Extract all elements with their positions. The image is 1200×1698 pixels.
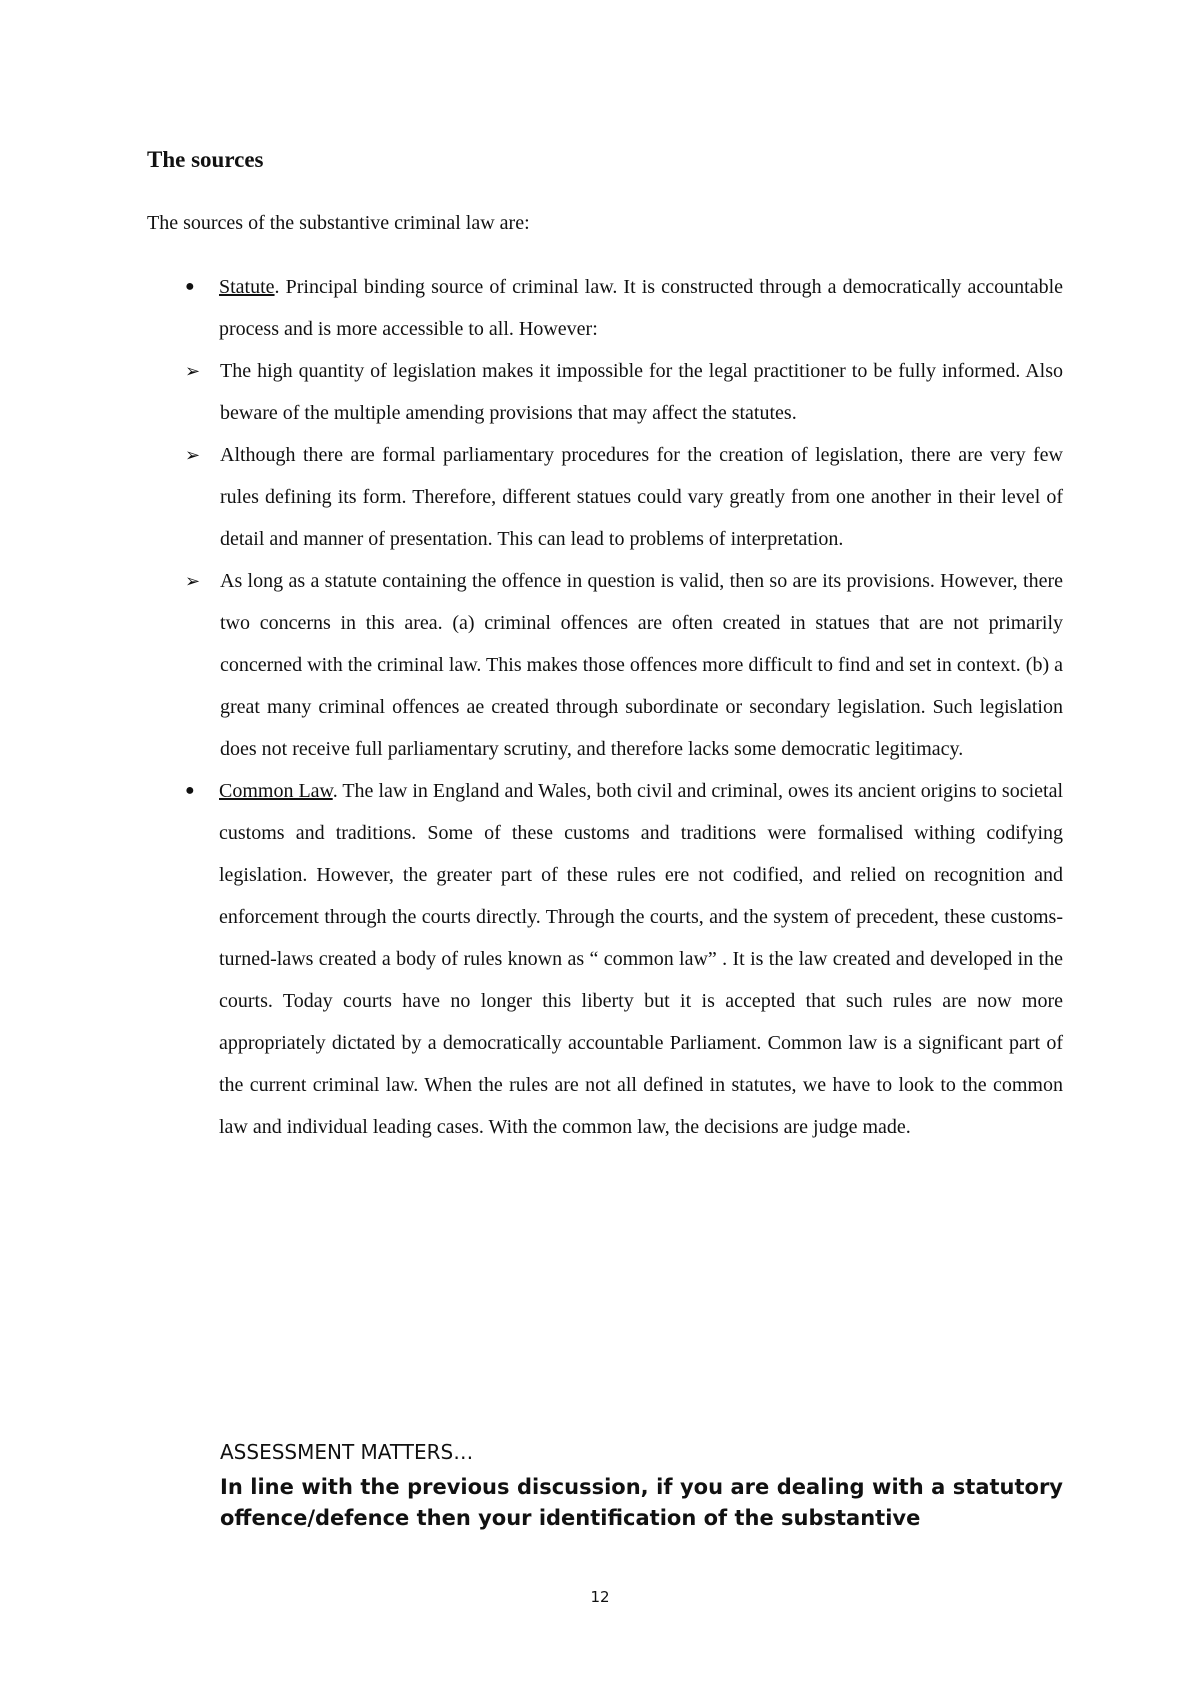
arrow-bullet-icon: ➢ <box>185 445 201 465</box>
sub-item-text: Although there are formal parliamentary procedures for the creation of legislation, there are very few rules defining its form. Therefore, different statues could vary greatly from one another in their level of detail and manner of presentation. This can lead to problems of interpretation. <box>220 444 1063 550</box>
sub-item <box>147 560 1063 770</box>
assessment-box <box>220 1440 1063 1534</box>
list-item-common-law <box>147 770 1063 1148</box>
sources-list <box>147 266 1063 1148</box>
assessment-title: ASSESSMENT MATTERS… <box>220 1440 474 1464</box>
item-title: Common Law <box>219 780 333 802</box>
list-item-statute <box>147 266 1063 350</box>
sub-item <box>147 434 1063 560</box>
page-number: 12 <box>590 1588 610 1606</box>
sub-item-text: The high quantity of legislation makes it impossible for the legal practitioner to be fully informed. Also beware of the multiple amending provisions that may affect the statutes. <box>220 360 1063 424</box>
bullet-icon: ● <box>185 782 195 799</box>
sub-item-text: As long as a statute containing the offence in question is valid, then so are its provisions. However, there two concerns in this area. (a) criminal offences are often created in statues that are not primarily concerned with the criminal law. This makes those offences more difficult to find and set in context. (b) a great many criminal offences ae created through subordinate or secondary legislation. Such legislation does not receive full parliamentary scrutiny, and therefore lacks some democratic legitimacy. <box>220 570 1063 760</box>
item-text: . Principal binding source of criminal law. It is constructed through a democratically accountable process and is more accessible to all. However: <box>219 276 1063 340</box>
sub-item <box>147 350 1063 434</box>
intro-text: The sources of the substantive criminal law are: <box>147 212 530 234</box>
arrow-bullet-icon: ➢ <box>185 571 201 591</box>
bullet-icon: ● <box>185 278 195 295</box>
assessment-text: In line with the previous discussion, if you are dealing with a statutory offence/defence then your identification of the substantive <box>220 1475 1063 1530</box>
item-title: Statute <box>219 276 275 298</box>
section-heading: The sources <box>147 147 264 172</box>
item-text: . The law in England and Wales, both civil and criminal, owes its ancient origins to societal customs and traditions. Some of these customs and traditions were formalised withing codifying legislation. However, the greater part of these rules ere not codified, and relied on recognition and enforcement through the courts directly. Through the courts, and the system of precedent, these customs-turned-laws created a body of rules known as “ common law” . It is the law created and developed in the courts. Today courts have no longer this liberty but it is accepted that such rules are now more appropriately dictated by a democratically accountable Parliament. Common law is a significant part of the current criminal law. When the rules are not all defined in statutes, we have to look to the common law and individual leading cases. With the common law, the decisions are judge made. <box>219 780 1063 1138</box>
arrow-bullet-icon: ➢ <box>185 361 201 381</box>
